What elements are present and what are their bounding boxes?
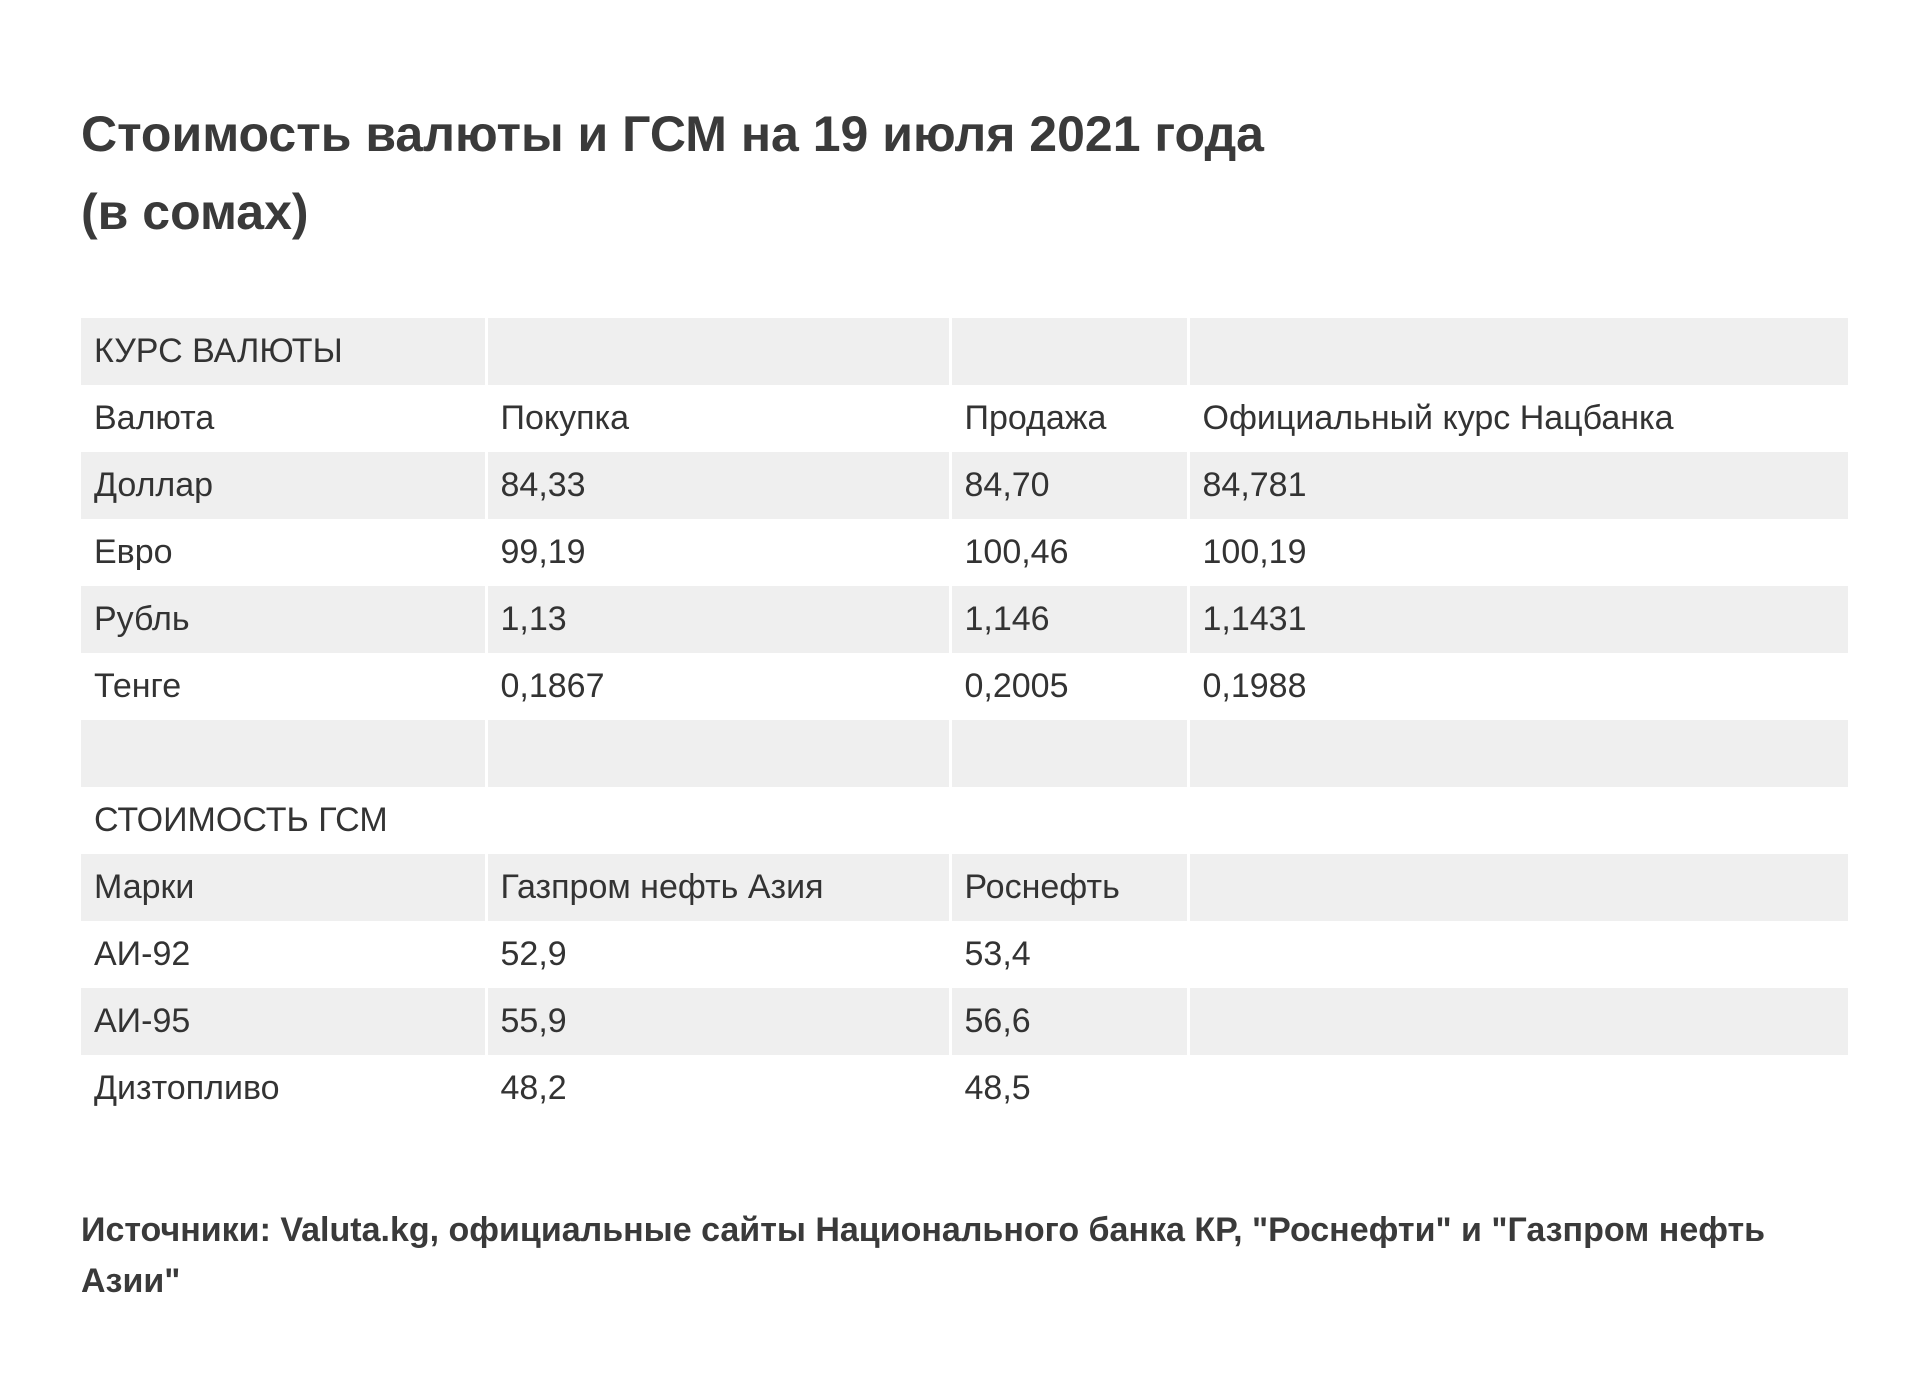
gazprom-price: 48,2 xyxy=(486,1055,950,1122)
official-rate: 1,1431 xyxy=(1188,586,1848,653)
buy-rate: 1,13 xyxy=(486,586,950,653)
rates-table xyxy=(81,318,1848,1122)
currency-name: Тенге xyxy=(81,653,486,720)
column-header-currency: Валюта xyxy=(81,385,486,452)
empty-cell xyxy=(1188,720,1848,787)
sell-rate: 84,70 xyxy=(950,452,1188,519)
empty-cell xyxy=(950,720,1188,787)
empty-cell xyxy=(486,318,950,385)
fuel-grade: АИ-92 xyxy=(81,921,486,988)
buy-rate: 99,19 xyxy=(486,519,950,586)
currency-name: Евро xyxy=(81,519,486,586)
gazprom-price: 55,9 xyxy=(486,988,950,1055)
fuel-section-heading-row xyxy=(81,787,1848,854)
gazprom-price: 52,9 xyxy=(486,921,950,988)
official-rate: 0,1988 xyxy=(1202,667,1307,705)
column-header-brand: Марки xyxy=(81,854,486,921)
column-header-sell: Продажа xyxy=(950,385,1188,452)
buy-rate: 84,33 xyxy=(486,452,950,519)
table-row xyxy=(81,519,1848,586)
page-title-line-2: (в сомах) xyxy=(81,184,309,240)
table-row xyxy=(81,452,1848,519)
currency-section-heading: КУРС ВАЛЮТЫ xyxy=(81,318,486,385)
table-row xyxy=(81,988,1848,1055)
column-header-gazprom: Газпром нефть Азия xyxy=(486,854,950,921)
rosneft-price: 48,5 xyxy=(950,1055,1188,1122)
table-row xyxy=(81,921,1848,988)
currency-section-heading-row xyxy=(81,318,1848,385)
official-rate: 100,19 xyxy=(1202,533,1307,571)
rosneft-price: 56,6 xyxy=(950,988,1188,1055)
official-rate: 84,781 xyxy=(1188,452,1848,519)
currency-name: Доллар xyxy=(81,452,486,519)
buy-rate: 0,1867 xyxy=(486,653,950,720)
table-row xyxy=(81,586,1848,653)
empty-cell xyxy=(950,787,1188,854)
empty-cell xyxy=(1188,921,1848,988)
empty-cell xyxy=(81,720,486,787)
spacer-row xyxy=(81,720,1848,787)
fuel-section-heading: СТОИМОСТЬ ГСМ xyxy=(81,787,486,854)
column-header-rosneft: Роснефть xyxy=(950,854,1188,921)
page-title xyxy=(81,95,1681,251)
currency-name: Рубль xyxy=(81,586,486,653)
source-note: Источники: Valuta.kg, официальные сайты Национального банка КР, "Роснефти" и "Газпром нефть Азии" xyxy=(81,1211,1766,1300)
fuel-grade: Дизтопливо xyxy=(81,1055,486,1122)
sell-rate: 1,146 xyxy=(950,586,1188,653)
empty-cell xyxy=(1188,318,1848,385)
empty-cell xyxy=(1188,988,1848,1055)
rosneft-price: 53,4 xyxy=(950,921,1188,988)
column-header-buy: Покупка xyxy=(486,385,950,452)
sell-rate: 0,2005 xyxy=(950,653,1188,720)
empty-cell xyxy=(950,318,1188,385)
column-header-official-rate: Официальный курс Нацбанка xyxy=(1202,399,1674,437)
currency-header-row xyxy=(81,385,1848,452)
empty-cell xyxy=(486,787,950,854)
sell-rate: 100,46 xyxy=(950,519,1188,586)
fuel-grade: АИ-95 xyxy=(81,988,486,1055)
fuel-header-row xyxy=(81,854,1848,921)
empty-cell xyxy=(486,720,950,787)
empty-cell xyxy=(1188,1055,1848,1122)
page-title-line-1: Стоимость валюты и ГСМ на 19 июля 2021 года xyxy=(81,106,1264,162)
empty-cell xyxy=(1188,787,1848,854)
empty-cell xyxy=(1188,854,1848,921)
table-row xyxy=(81,653,1848,720)
table-row xyxy=(81,1055,1848,1122)
